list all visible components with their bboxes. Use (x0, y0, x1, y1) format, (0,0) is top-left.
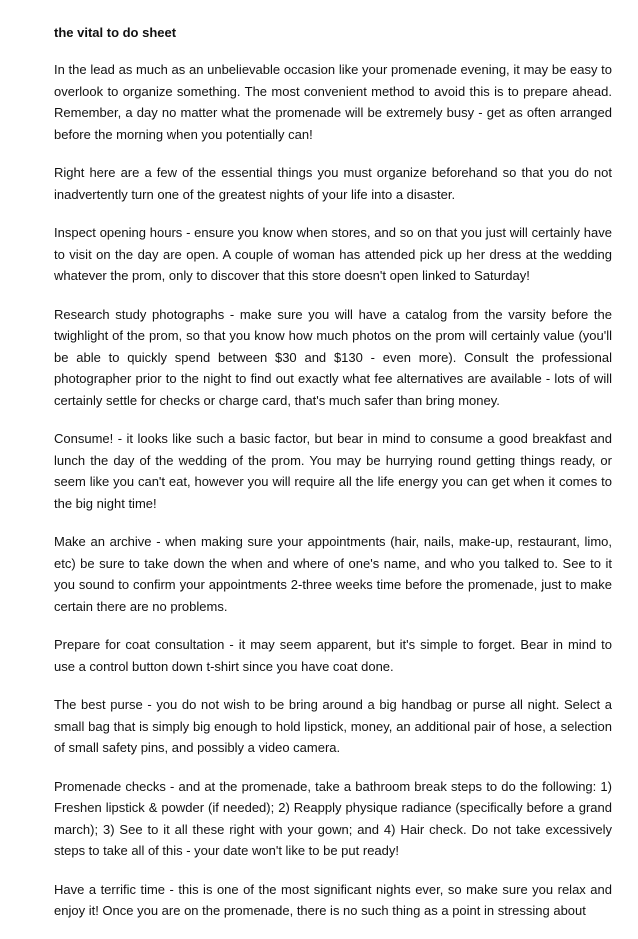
document-page (54, 22, 612, 939)
paragraph-essentials: Right here are a few of the essential things you must organize beforehand so that you do not inadvertently turn one of the greatest nights of your life into a disaster. (54, 165, 612, 202)
paragraph-consume: Consume! - it looks like such a basic factor, but bear in mind to consume a good breakfast and lunch the day of the wedding of the prom. You may be hurrying round getting things ready, or seem like you can't eat, however you will require all the life energy you can get when it comes to the big night time! (54, 431, 612, 511)
paragraph-archive: Make an archive - when making sure your appointments (hair, nails, make-up, restaurant, limo, etc) be sure to take down the when and where of one's name, and who you talked to. See to it you sound to confirm your appointments 2-three weeks time before the promenade, just to make certain there are no problems. (54, 534, 612, 614)
paragraph-opening-hours: Inspect opening hours - ensure you know when stores, and so on that you just will certainly have to visit on the day are open. A couple of woman has attended pick up her dress at the wedding whatever the prom, only to discover that this store doesn't open linked to Saturday! (54, 225, 612, 283)
paragraph-terrific-time: Have a terrific time - this is one of the most significant nights ever, so make sure you relax and enjoy it! Once you are on the promenade, there is no such thing as a point in stressing about (54, 881, 612, 918)
paragraph-promenade-checks: Promenade checks - and at the promenade, take a bathroom break steps to do the following: 1) Freshen lipstick & powder (if needed); 2) Reapply physique radiance (specifically before a grand march); 3) See to it all these right with your gown; and 4) Hair check. Do not take excessively steps to take all of this - your date won't like to be put ready! (54, 778, 612, 858)
paragraph-photographs: Research study photographs - make sure you will have a catalog from the varsity before the twighlight of the prom, so that you know how much photos on the prom will certainly value (you'll be able to quickly spend between $30 and $130 - even more). Consult the professional photographer prior to the night to find out exactly what fee alternatives are available - lots of will certainly settle for checks or charge card, that's much safer than bring money. (54, 306, 612, 408)
paragraph-intro: In the lead as much as an unbelievable occasion like your promenade evening, it may be easy to overlook to organize something. The most convenient method to avoid this is to prepare ahead. Remember, a day no matter what the promenade will be extremely busy - get as often arranged before the morning when you potentially can! (54, 62, 612, 142)
paragraph-best-purse: The best purse - you do not wish to be bring around a big handbag or purse all night. Select a small bag that is simply big enough to hold lipstick, money, an additional pair of hose, a selection of small safety pins, and possibly a video camera. (54, 697, 612, 755)
paragraph-coat-consultation: Prepare for coat consultation - it may seem apparent, but it's simple to forget. Bear in mind to use a control button down t-shirt since you have coat done. (54, 637, 612, 674)
document-title: the vital to do sheet (54, 25, 177, 40)
